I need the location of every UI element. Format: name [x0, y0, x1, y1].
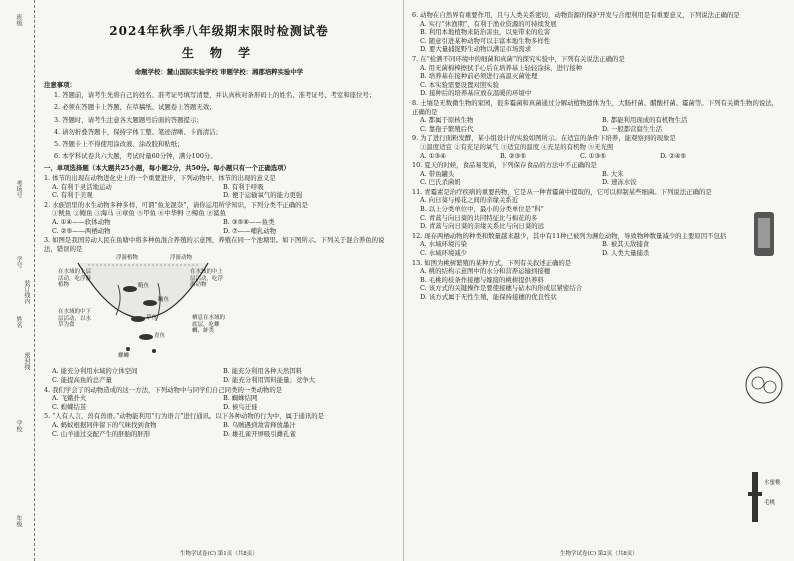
option: A. 蚂蚁根据同伴留下的气味找到食物	[52, 420, 157, 429]
binding-label: 班级	[15, 14, 22, 26]
question	[44, 174, 394, 200]
question-stem: 5. “人有人言，兽有兽语。”动物能利用“行为语言”进行通讯。以下各种动物的行为中，属于通讯的是	[44, 412, 325, 421]
grafting-icon	[746, 472, 766, 522]
option: B. 毛桃的枝条作接穗与嫁接的桃树提供养料	[420, 275, 544, 284]
plant-classification-figure	[744, 365, 784, 405]
right-column	[412, 10, 784, 302]
diagram-label: 在水域的中上层活动，吃浮游动物	[190, 269, 224, 289]
option: B. 都能利用现成的有机物生活	[602, 116, 688, 125]
question	[412, 259, 784, 302]
question	[44, 201, 394, 235]
question-stem: 13. 如图为桃树繁殖的某种方式，下列有关叙述正确的是	[412, 258, 572, 267]
notice-item: 5. 答题卡上不得使用涂改液、涂改胶和贴纸；	[54, 140, 184, 148]
option: D. 要大量捕捉野生动物以满足市场需求	[420, 45, 532, 54]
section-heading: 一、单项选择题（本大题共25小题，每小题2分，共50分。每小题只有一个正确选项）	[44, 164, 290, 173]
question-stem: 7. 在“检测不同环境中的细菌和真菌”的探究实验中，下列有关说法正确的是	[412, 54, 625, 63]
binding-label: 学校	[15, 420, 22, 432]
option: D. ⑦——哺乳动物	[223, 226, 277, 235]
footer-left: 生物学试卷(C) 第1页（共8页）	[180, 551, 258, 557]
option: B. 能充分利用各种天然饵料	[223, 367, 303, 376]
question	[412, 134, 784, 160]
option: C. 有利于美观	[52, 191, 93, 200]
binding-label: 密封线	[23, 352, 30, 370]
question	[412, 99, 784, 133]
binding-label: 考场号	[15, 180, 22, 198]
question	[412, 232, 784, 258]
option: D. 青蒿与向日葵的亲缘关系比与向日葵的远	[420, 222, 544, 231]
fermentation-figure	[748, 208, 780, 260]
option: A. 水域环境污染	[420, 240, 468, 249]
diagram-label: 草鱼	[146, 315, 158, 322]
option: A. 实行“休渔期”，有利于渔业资源的可持续发展	[420, 19, 557, 28]
binding-label: 装订线内	[23, 280, 30, 304]
option: A. 桃的结构示意图中的水分和营养运输到接穗	[420, 267, 551, 276]
question-stem: 1. 体节的出现在动物进化史上的一个重要进步，下列动物中，体节的出现的意义是	[44, 174, 276, 182]
option: C. 山羊通过交配产生的胚胎的胚形	[52, 429, 151, 438]
fish-pond-diagram	[58, 255, 228, 365]
diagram-label: 青鱼	[154, 333, 166, 340]
binding-label: 学号	[15, 256, 22, 268]
option: D. 接种后的培养基应放在温暖的环境中	[420, 89, 532, 98]
option: A. 带鱼罐头	[420, 169, 455, 178]
option: D. 人类大量捕杀	[602, 249, 650, 258]
question	[44, 236, 394, 384]
notice-item: 1. 答题前，请考生先将自己的姓名、准考证号填写清楚，并认真核对条形码上的姓名、准考证号、考室和座位号；	[54, 91, 376, 100]
option: C. 蝗蝶结茧	[52, 402, 87, 411]
question-stem: 3. 如图是我国劳动人民在鱼塘中将多种鱼混合养殖的示意图，养殖在同一个池塘里。如下图所示。下列关于混合养鱼的说法，错误的是	[44, 236, 385, 253]
option: C. 靠孢子繁殖后代	[420, 124, 474, 133]
binding-margin	[0, 0, 35, 561]
footer-right: 生物学试卷(C) 第2页（共8页）	[560, 551, 638, 557]
diagram-label: 浮游动物	[170, 255, 193, 262]
question-stem: 2. 水族馆里的水生动物多种多样，可谓“鱼龙混杂”，请你运用所学知识，下列分类不正确的是	[44, 200, 308, 209]
option: C. 本实验需要设置对照实验	[420, 80, 500, 89]
option: B. 蜘蛛结网	[223, 394, 258, 403]
option: D. 候鸟迁徙	[223, 402, 258, 411]
option: D. 雄孔雀开屏吸引雌孔雀	[223, 429, 296, 438]
question-stem: 6. 动物在自然界有重要作用，且与人类关系密切，动物资源的保护开发与合理利用是有重要意义，下列说法正确的是	[412, 11, 740, 19]
binding-label: 姓名	[15, 316, 22, 328]
question-stem: 4. 我们学会了的动物造成的这一方法，下列动物中与同学们自己同类的一类动物的是	[44, 385, 283, 394]
option: D. 速冻水饺	[602, 178, 637, 187]
option: D. ②④⑤	[660, 151, 687, 160]
option: C. 随意引进某种动物可以丰富本地生物多样性	[420, 36, 551, 45]
notice-item: 2. 必须在答题卡上答题，在草稿纸、试题卷上答题无效；	[54, 103, 216, 112]
question-stem: 8. 土壤是无数微生物的家园，很多霉菌和真菌通过分解动植物遗体为生，大肠杆菌、醋酸杆菌、霉菌等。下列有关微生物的说法，正确的是	[412, 98, 779, 116]
option: C. 青蒿与向日葵的共同特征比与棉花的多	[420, 213, 538, 222]
diagram-label: 栖息在水域的底层，吃螺蛳、蚌类	[192, 315, 226, 335]
option: A. 向日葵与棉花之间的亲缘关系近	[420, 196, 519, 205]
option: C. ②⑤——两栖动物	[52, 226, 111, 235]
option: C. 能提高鱼的总产量	[52, 375, 112, 384]
question	[412, 11, 784, 54]
option: A. 都属于原核生物	[420, 116, 474, 125]
option: C. 该方式的关键操作是要使接穗与砧木的形成层紧密结合	[420, 284, 583, 293]
exam-subject: 生 物 学	[181, 46, 257, 60]
diagram-label: 螺蛳	[118, 353, 130, 360]
option: A. ①③④	[420, 151, 446, 160]
exam-info: 命题学校：麓山国际实验学校 审题学校：湘郡培粹实验中学	[134, 68, 304, 76]
question-stem: 9. 为了进行面粉发酵，某小组设计的实验如图所示。在适宜的条件下培养，能观察到的现象是	[412, 134, 676, 143]
option: C. ①③⑤	[580, 151, 606, 160]
question	[412, 188, 784, 231]
question-items: ①鱿鱼 ②鲍鱼 ③海马 ④章鱼 ⑤甲鱼 ⑥中华鲟 ⑦鲸鱼 ⑧鲨鱼	[52, 209, 226, 218]
diagram-label: 在水域的中下层活动，以水草为食	[58, 309, 92, 329]
option: B. 大米	[602, 169, 624, 178]
diagram-label: 在水域的上层活动，吃浮游植物	[58, 269, 92, 289]
option: D. 便于运输氧气的能力更强	[223, 191, 303, 200]
option: C. 水域环境减少	[420, 249, 468, 258]
question-stem: 11. 青霉素是治疗疾病的重要药物，它是从一种青霉菌中提取的，它可以抑制某些细菌。下列说法正确的是	[412, 187, 712, 196]
option: B. 利用本地植物来防治害虫，以免带来的危害	[420, 28, 551, 37]
notice-item: 6. 本学科试卷共六大题，考试时量60分钟，满分100分。	[54, 152, 217, 161]
graft-label: 毛桃	[764, 500, 776, 506]
option: B. 培养基在接种前必须进行高温灭菌处理	[420, 72, 538, 81]
diagram-label: 鲢鱼	[138, 283, 150, 290]
question	[44, 412, 394, 438]
option: B. 乌贼遇到敌害释放墨汁	[223, 420, 296, 429]
notice-item: 3. 答题时，请考生注意各大题题号后面的答题提示；	[54, 115, 203, 124]
option: D. 一般都营腐生生活	[602, 124, 663, 133]
exam-title: 2024年秋季八年级期末限时检测试卷	[109, 24, 329, 38]
option: D. 该方式属于无性生殖，能保持接穗的优良性状	[420, 293, 557, 301]
option: D. 能充分利用饵料能量；竞争大	[223, 375, 316, 384]
question-items: ①温度适宜 ②有充足的氧气 ③适宜的温度 ④充足的有机物 ⑤无光照	[420, 142, 614, 151]
diagram-label: 浮游植物	[116, 255, 139, 262]
graft-label: 水蜜桃	[764, 480, 781, 486]
option: B. 有利于呼吸	[223, 182, 264, 191]
option: B. ③⑤⑧——鱼类	[223, 217, 275, 226]
grafting-figure	[746, 472, 786, 522]
question-stem: 10. 夏天的时候，食品易变质，下列保存食品的方法中不正确的是	[412, 161, 597, 170]
notice-heading: 注意事项：	[44, 80, 76, 89]
question-stem: 12. 现存两栖动物的种类和数量越来越少，其中有11种已被列为濒危动物，导致物种数量减少的主要原因不包括	[412, 231, 727, 240]
option: A. 飞蛾扑火	[52, 394, 87, 403]
option: B. ②③⑤	[500, 151, 526, 160]
question	[44, 386, 394, 412]
notice-list	[44, 89, 394, 162]
option: A. 能充分利用水域的立体空间	[52, 367, 138, 376]
option: B. 以上分类单位中，最小的分类单位是“科”	[420, 205, 544, 214]
question	[412, 55, 784, 98]
column-divider	[403, 0, 404, 561]
question	[412, 161, 784, 187]
diagram-label: 鳙鱼	[158, 297, 170, 304]
option: A. 用无菌棉棒擦拭手心后在培养基上轻轻涂抹，进行接种	[420, 63, 583, 72]
option: A. 有利于灵活地运动	[52, 182, 112, 191]
option: B. 被其天敌捕食	[602, 240, 650, 249]
option: A. ①④——软体动物	[52, 217, 111, 226]
binding-label: 年级	[15, 515, 22, 527]
notice-item: 4. 请勿折叠答题卡，保持字体工整、笔迹清晰、卡面清洁；	[54, 127, 222, 136]
option: C. 巴氏杀菌奶	[420, 178, 461, 187]
left-column	[44, 10, 394, 438]
